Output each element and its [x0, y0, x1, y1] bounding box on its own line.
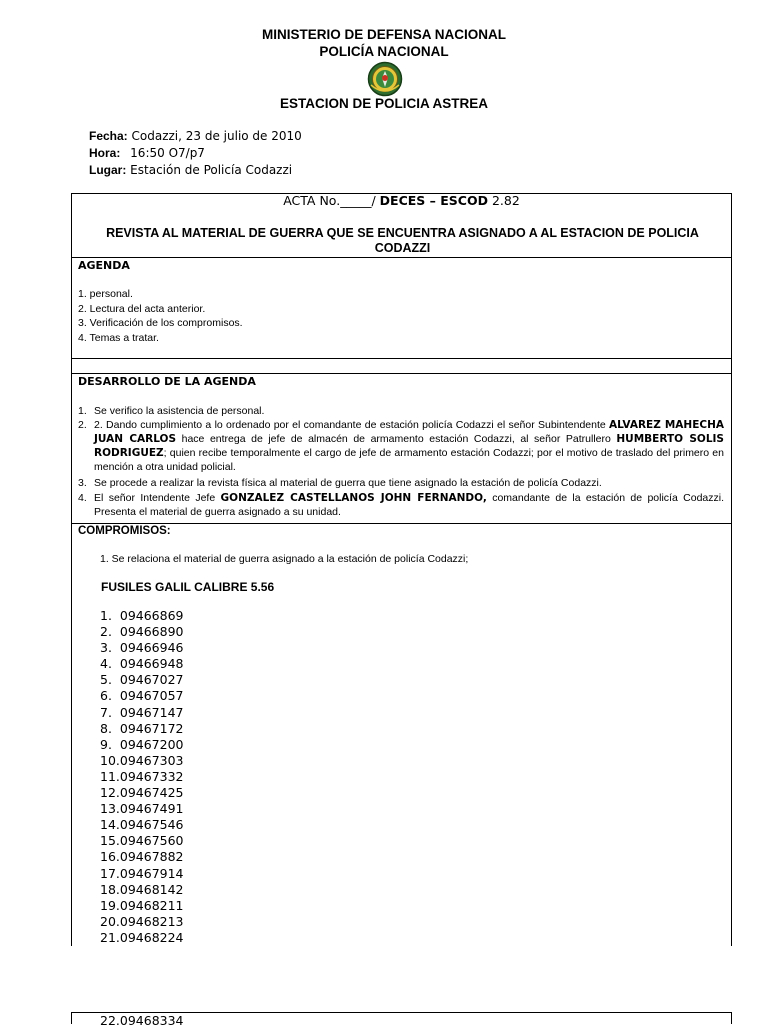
- lugar-line: [89, 162, 292, 178]
- fecha-line: [89, 128, 302, 144]
- list-item: 18.09468142: [100, 881, 184, 897]
- lugar-value: Estación de Policía Codazzi: [130, 163, 293, 177]
- list-item: [78, 404, 724, 418]
- list-item: 21.09468224: [100, 929, 184, 945]
- item-text: [94, 418, 724, 474]
- compromiso-item: 1. Se relaciona el material de guerra asignado a la estación de policía Codazzi;: [100, 553, 469, 565]
- police-heading: POLICÍA NACIONAL: [319, 44, 449, 59]
- item-text: [94, 491, 724, 519]
- list-item: 4. 09466948: [100, 656, 184, 672]
- list-item: 2. 09466890: [100, 624, 184, 640]
- list-item: 8. 09467172: [100, 720, 184, 736]
- divider: [71, 257, 732, 258]
- text-run: hace entrega de jefe de almacén de armamento estación Codazzi, al señor Patrullero: [176, 433, 617, 445]
- list-item: 11.09467332: [100, 768, 184, 784]
- item-text: Se procede a realizar la revista física al material de guerra que tiene asignado la estación de policía Codazzi.: [94, 477, 602, 489]
- acta-prefix: ACTA No._____/: [283, 193, 376, 208]
- list-item: 17.09467914: [100, 865, 184, 881]
- list-item: 7. 09467147: [100, 704, 184, 720]
- police-seal-icon: [367, 61, 403, 97]
- item-number: 4.: [78, 492, 87, 504]
- lugar-label: Lugar:: [89, 163, 127, 177]
- list-item: 2. Lectura del acta anterior.: [78, 302, 206, 315]
- list-item: 3. 09466946: [100, 640, 184, 656]
- list-item: 13.09467491: [100, 801, 184, 817]
- station-heading: ESTACION DE POLICIA ASTREA: [279, 96, 488, 111]
- list-item: 9. 09467200: [100, 736, 184, 752]
- person-name: ALVAREZ MAHECHA JUAN CARLOS: [94, 419, 725, 445]
- divider: [71, 523, 732, 524]
- fusiles-heading: FUSILES GALIL CALIBRE 5.56: [101, 580, 275, 594]
- list-item: 1. 09466869: [100, 608, 184, 623]
- hora-line: [89, 145, 205, 161]
- item-number: 2.: [78, 419, 87, 431]
- acta-code: DECES – ESCOD: [379, 193, 488, 208]
- document-title: REVISTA AL MATERIAL DE GUERRA QUE SE ENCUENTRA ASIGNADO A AL ESTACION DE POLICIA CODAZZI: [106, 226, 699, 255]
- list-item: 15.09467560: [100, 833, 184, 849]
- text-run: ; quien recibe temporalmente el cargo de jefe de armamento estación Codazzi; por el motivo de traslado del primero en mención a otra unidad policial.: [94, 447, 724, 473]
- list-item: [78, 491, 724, 519]
- agenda-heading: AGENDA: [78, 259, 130, 272]
- serial-list: [100, 608, 184, 946]
- fecha-value: Codazzi, 23 de julio de 2010: [131, 129, 302, 143]
- person-name: GONZALEZ CASTELLANOS JOHN FERNANDO,: [220, 492, 487, 504]
- list-item: 19.09468211: [100, 897, 184, 913]
- list-item: 22.09468334: [100, 1013, 184, 1028]
- list-item: 6. 09467057: [100, 688, 184, 704]
- divider: [71, 373, 732, 374]
- item-number: 1.: [78, 405, 87, 417]
- person-name: HUMBERTO SOLIS RODRIGUEZ: [94, 433, 724, 459]
- list-item: 12.09467425: [100, 785, 184, 801]
- list-item: 10.09467303: [100, 752, 184, 768]
- list-item: [78, 418, 724, 474]
- compromisos-heading: COMPROMISOS:: [78, 525, 171, 537]
- item-text: Se verifico la asistencia de personal.: [94, 405, 265, 417]
- ministry-heading: MINISTERIO DE DEFENSA NACIONAL: [261, 27, 506, 42]
- list-item: 4. Temas a tratar.: [78, 331, 159, 344]
- list-item: 16.09467882: [100, 849, 184, 865]
- text-run: comandante de la estación de policía Codazzi. Presenta el material de guerra asignado a su unidad.: [94, 492, 725, 518]
- text-run: El señor Intendente Jefe: [94, 492, 221, 504]
- acta-number: [71, 193, 732, 208]
- item-number: 3.: [78, 477, 87, 489]
- fecha-label: Fecha:: [89, 129, 128, 143]
- text-run: 2. Dando cumplimiento a lo ordenado por el comandante de estación policía Codazzi el señor Subintendente: [94, 419, 606, 431]
- list-item: 20.09468213: [100, 913, 184, 929]
- agenda-list: [78, 287, 243, 345]
- list-item: 3. Verificación de los compromisos.: [78, 317, 243, 329]
- desarrollo-heading: DESARROLLO DE LA AGENDA: [78, 375, 256, 388]
- acta-suffix: 2.82: [491, 193, 520, 208]
- hora-label: Hora:: [89, 146, 121, 160]
- hora-value: 16:50 O7/p7: [130, 146, 205, 160]
- divider: [71, 358, 732, 359]
- list-item: 14.09467546: [100, 817, 184, 833]
- list-item: 1. personal.: [78, 288, 133, 300]
- list-item: [78, 476, 724, 490]
- list-item: 5. 09467027: [100, 672, 184, 688]
